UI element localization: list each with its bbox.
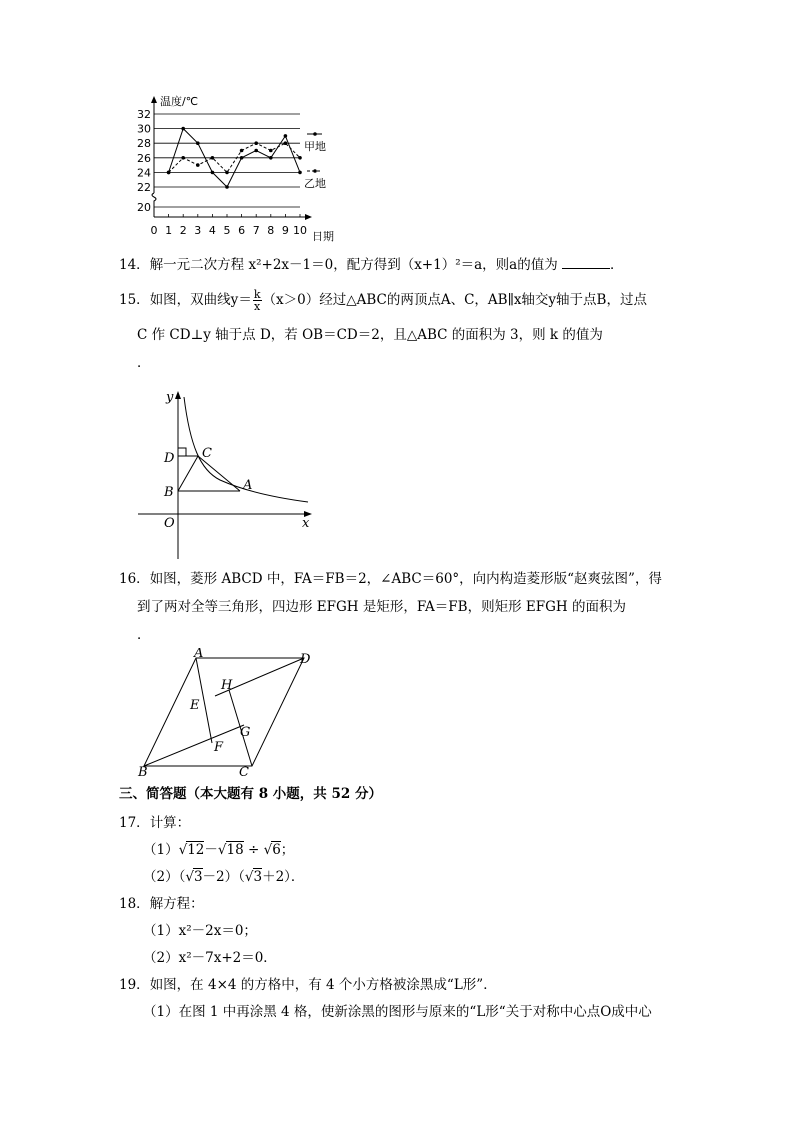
question-18-part-2: （2）x²－7x+2＝0． — [143, 950, 277, 966]
x-tick-label: 0 — [150, 224, 158, 237]
data-point — [225, 185, 229, 189]
data-point — [211, 156, 215, 160]
svg-text:E: E — [190, 698, 200, 713]
segment-BC — [178, 456, 198, 491]
segment-CA — [198, 456, 240, 491]
question-18-title: 18．解方程： — [119, 896, 204, 912]
svg-text:H: H — [221, 678, 233, 693]
data-point — [181, 127, 185, 131]
rhombus-figure — [132, 648, 322, 780]
x-tick-label: 10 — [293, 224, 307, 237]
data-point — [298, 171, 302, 175]
y-tick-label: 30 — [137, 122, 151, 136]
data-point — [196, 163, 200, 167]
x-axis-label: 日期 — [312, 230, 334, 243]
question-15-line-2: C 作 CD⊥y 轴于点 D，若 OB＝CD＝2，且△ABC 的面积为 3，则 k 的值为 — [137, 327, 603, 343]
svg-text:C: C — [239, 765, 249, 780]
x-tick-label: 1 — [165, 224, 173, 237]
svg-text:G: G — [240, 725, 251, 740]
answer-blank[interactable] — [562, 256, 610, 269]
data-point — [225, 171, 229, 175]
data-point — [269, 156, 273, 160]
question-16-line-2: 到了两对全等三角形，四边形 EFGH 是矩形，FA＝FB，则矩形 EFGH 的面积为 — [137, 599, 626, 615]
chart-gridlines — [154, 114, 300, 207]
question-14: 14．解一元二次方程 x²+2x－1＝0，配方得到（x+1）²＝a，则a的值为 ． — [119, 257, 624, 273]
question-15-line-1: 15．如图，双曲线y＝ $\frac{k}{x}$ （x＞0）经过△ABC的两顶点A、C，AB∥x轴交y轴于点B，过点 — [119, 288, 647, 313]
y-tick-label: 32 — [137, 108, 151, 121]
data-point — [284, 141, 288, 145]
question-16-line-3: ． — [137, 627, 151, 643]
x-tick-label: 2 — [179, 224, 187, 237]
data-point — [196, 141, 200, 145]
svg-text:D: D — [164, 451, 175, 466]
question-number: 14． — [119, 257, 150, 273]
svg-text:B: B — [138, 765, 148, 780]
question-16-line-1: 16．如图，菱形 ABCD 中，FA＝FB＝2，∠ABC＝60°，向内构造菱形版“赵爽弦图”，得 — [119, 571, 662, 587]
data-point — [254, 149, 258, 153]
svg-text:C: C — [202, 446, 212, 461]
question-18-part-1: （1）x²－2x＝0； — [143, 923, 257, 939]
right-angle-mark — [178, 448, 186, 456]
x-tick-label: 8 — [267, 224, 275, 237]
x-tick-label: 4 — [208, 224, 216, 237]
segment-BG — [144, 725, 244, 766]
svg-text:y: y — [166, 390, 174, 405]
svg-text:A: A — [243, 478, 253, 493]
question-17-part-2: （2）（√3－2）（√3＋2）． — [143, 869, 305, 885]
section-3-heading: 三、简答题（本大题有 8 小题，共 52 分） — [119, 786, 382, 802]
x-tick-label: 3 — [194, 224, 202, 237]
question-15-line-3: ． — [137, 355, 151, 371]
svg-text:甲地: 甲地 — [304, 140, 326, 153]
svg-text:A: A — [194, 648, 204, 661]
y-tick-label: 26 — [137, 151, 151, 165]
data-point — [284, 134, 288, 138]
y-tick-label: 24 — [137, 166, 151, 180]
svg-text:B: B — [164, 485, 174, 500]
y-tick-label: 28 — [137, 137, 151, 151]
y-tick-label: 20 — [137, 201, 151, 214]
data-point — [167, 171, 171, 175]
data-point — [240, 156, 244, 160]
data-point — [298, 156, 302, 160]
y-tick-label: 22 — [137, 181, 151, 194]
x-tick-label: 9 — [281, 224, 289, 237]
x-tick-label: 5 — [223, 224, 231, 237]
question-19-line-2: （1）在图 1 中再涂黑 4 格，使新涂黑的图形与原来的“L形“关于对称中心点O成中心 — [143, 1004, 652, 1020]
temperature-line-chart — [132, 92, 342, 244]
svg-text:x: x — [302, 516, 310, 531]
x-axis — [154, 214, 312, 220]
data-point — [240, 149, 244, 153]
x-tick-label: 6 — [238, 224, 246, 237]
data-point — [211, 171, 215, 175]
hyperbola-triangle-figure — [130, 385, 325, 565]
svg-text:O: O — [164, 516, 175, 531]
legend-yi — [304, 169, 326, 190]
x-tick-label: 7 — [252, 224, 260, 237]
data-point — [269, 149, 273, 153]
x-tick-labels — [151, 224, 308, 237]
y-tick-labels — [137, 108, 151, 214]
question-17-title: 17．计算： — [119, 815, 191, 831]
question-14-text: 解一元二次方程 x²+2x－1＝0，配方得到（x+1）²＝a，则a的值为 — [149, 257, 558, 273]
svg-text:乙地: 乙地 — [304, 177, 326, 190]
y-axis-label: 温度/℃ — [160, 95, 199, 108]
data-point — [254, 141, 258, 145]
legend-jia — [304, 132, 326, 153]
rhombus-ABCD — [144, 658, 304, 766]
fraction-k-over-x: $\frac{k}{x}$ — [253, 288, 261, 313]
data-point — [181, 156, 185, 160]
svg-text:D: D — [300, 652, 311, 667]
question-17-part-1: （1）√12－√18 ÷ √6； — [143, 842, 295, 858]
question-19-line-1: 19．如图，在 4×4 的方格中，有 4 个小方格被涂黑成“L形”． — [119, 977, 497, 993]
svg-text:F: F — [214, 740, 224, 755]
